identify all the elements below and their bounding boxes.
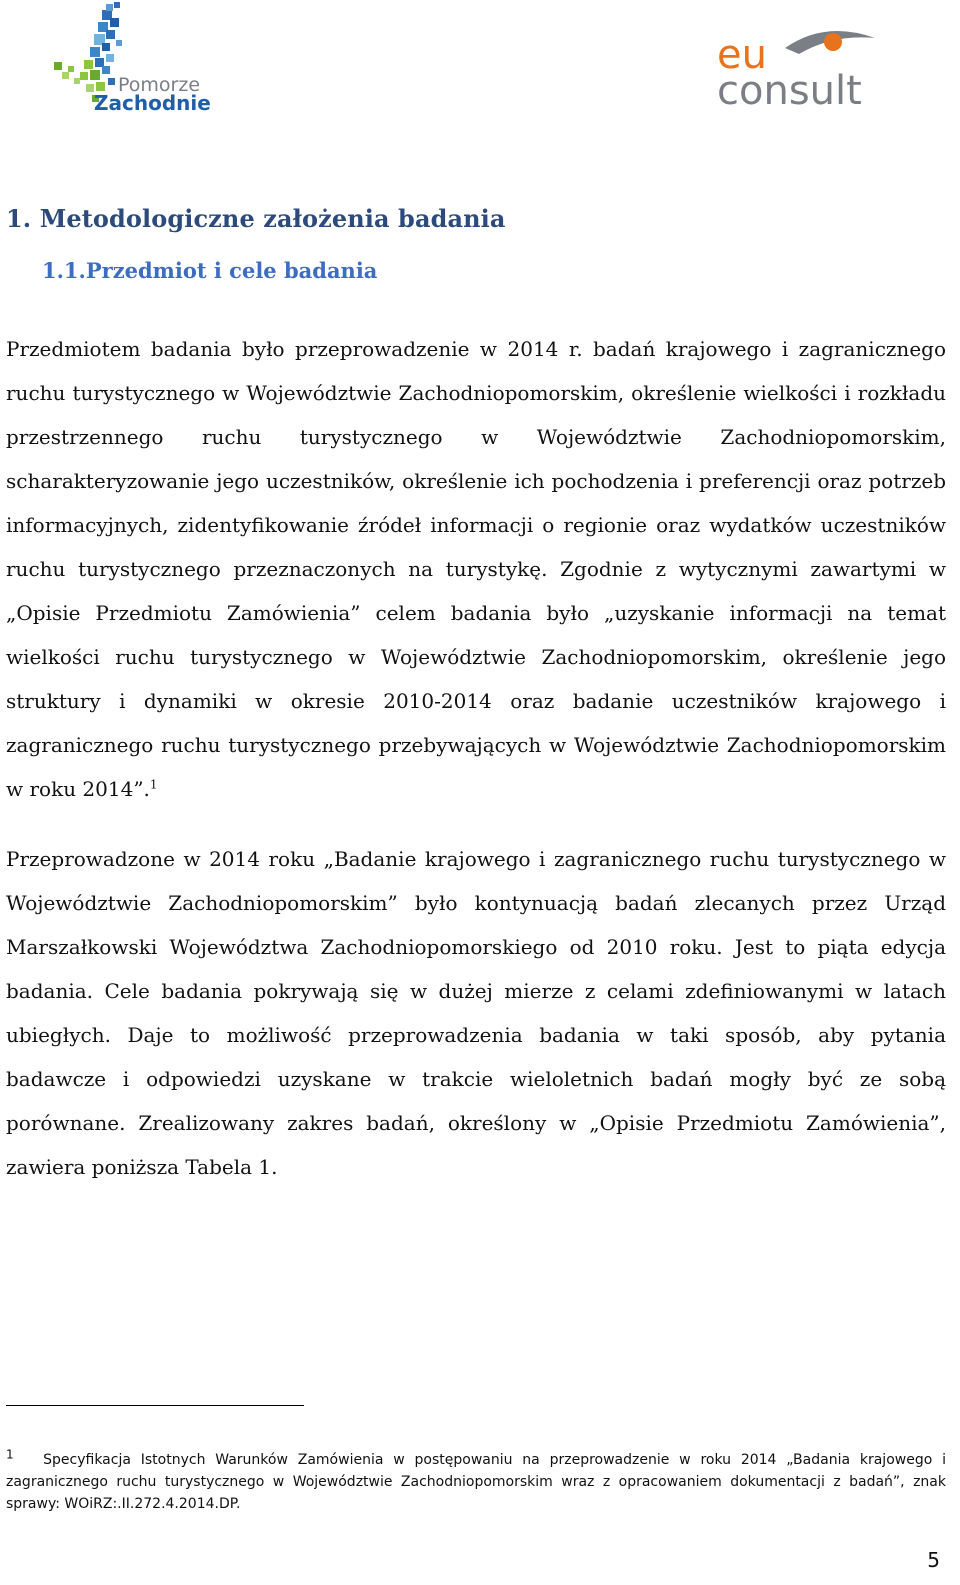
orange-dot-icon (824, 33, 842, 51)
body-paragraph-1 (6, 327, 946, 811)
subsection-heading: 1.1.Przedmiot i cele badania (42, 258, 378, 283)
logo-text-eu: eu (717, 32, 767, 78)
eu-consult-logo (715, 20, 895, 110)
pomorze-zachodnie-logo (40, 0, 220, 115)
paragraph-1-text: Przedmiotem badania było przeprowadzenie w 2014 r. badań krajowego i zagranicznego ruchu turystycznego w Województwie Zachodniopomorskim, określenie wielkości i rozkładu przestrzennego ruchu turystycznego w Województwie Zachodniopomorskim, scharakteryzowanie jego uczestników, określenie ich pochodzenia i preferencji oraz potrzeb informacyjnych, zidentyfikowanie źródeł informacji o regionie oraz wydatków uczestników ruchu turystycznego przeznaczonych na turystykę. Zgodnie z wytycznymi zawartymi w „Opisie Przedmiotu Zamówienia” celem badania było „uzyskanie informacji na temat wielkości ruchu turystycznego w Województwie Zachodniopomorskim, określenie jego struktury i dynamiki w okresie 2010-2014 oraz badanie uczestników krajowego i zagranicznego ruchu turystycznego przebywających w Województwie Zachodniopomorskim w roku 2014”. (6, 337, 946, 801)
footnote-reference[interactable]: 1 (149, 777, 158, 792)
pixel-mosaic-icon (54, 2, 122, 102)
logo-text-consult: consult (717, 68, 862, 110)
body-paragraph-2: Przeprowadzone w 2014 roku „Badanie krajowego i zagranicznego ruchu turystycznego w Województwie Zachodniopomorskim” było kontynuacją badań zlecanych przez Urząd Marszałkowski Województwa Zachodniopomorskiego od 2010 roku. Jest to piąta edycja badania. Cele badania pokrywają się w dużej mierze z celami zdefiniowanymi w latach ubiegłych. Daje to możliwość przeprowadzenia badania w taki sposób, aby pytania badawcze i odpowiedzi uzyskane w trakcie wieloletnich badań mogły być ze sobą porównane. Zrealizowany zakres badań, określony w „Opisie Przedmiotu Zamówienia”, zawiera poniższa Tabela 1. (6, 847, 946, 1179)
section-heading: 1. Metodologiczne założenia badania (6, 204, 506, 233)
footnote-number: 1 (6, 1447, 14, 1462)
footnote (6, 1449, 946, 1515)
logo-text-zachodnie: Zachodnie (94, 91, 211, 115)
footnote-divider (6, 1405, 304, 1406)
footnote-text: Specyfikacja Istotnych Warunków Zamówienia w postępowaniu na przeprowadzenie w roku 2014 „Badania krajowego i zagranicznego ruchu turystycznego w Województwie Zachodniopomorskim wraz z opracowaniem dokumentacji z badań”, znak sprawy: WOiRZ:.II.272.4.2014.DP. (6, 1452, 946, 1512)
page-number: 5 (927, 1548, 940, 1572)
logo-text-pomorze: Pomorze (118, 74, 201, 96)
